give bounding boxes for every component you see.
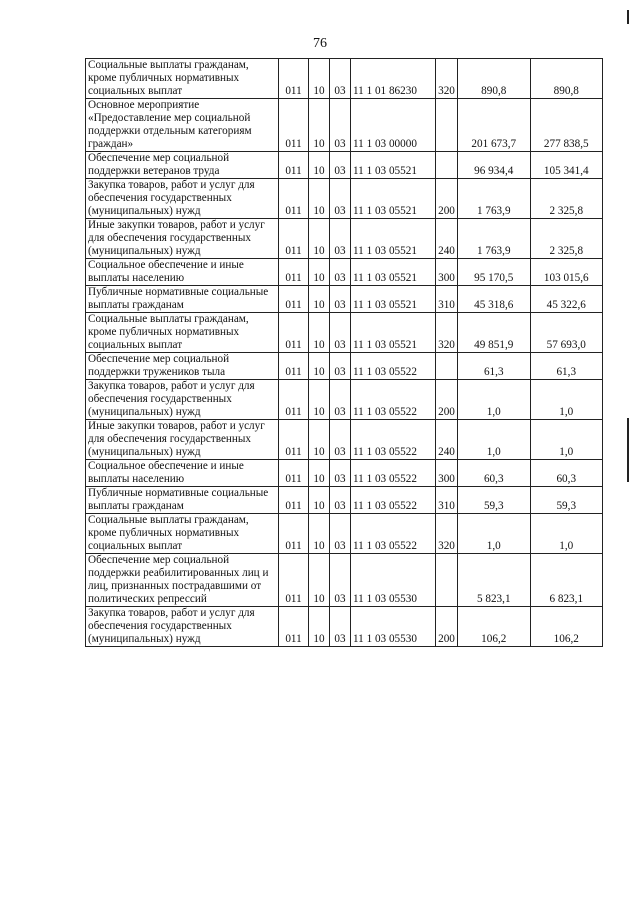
target-article-cell: 11 1 03 05522	[351, 514, 436, 554]
amount-year2-cell: 105 341,4	[530, 152, 603, 179]
admin-code-cell: 011	[279, 286, 309, 313]
admin-code-cell: 011	[279, 313, 309, 353]
amount-year2-cell: 1,0	[530, 420, 603, 460]
section-code-cell: 10	[309, 460, 330, 487]
subsection-code-cell: 03	[330, 353, 351, 380]
amount-year2-cell: 1,0	[530, 514, 603, 554]
table-row	[86, 514, 603, 554]
admin-code-cell: 011	[279, 420, 309, 460]
target-article-cell: 11 1 03 05521	[351, 286, 436, 313]
amount-year2-cell: 2 325,8	[530, 179, 603, 219]
table-row	[86, 554, 603, 607]
subsection-code-cell: 03	[330, 219, 351, 259]
target-article-cell: 11 1 03 00000	[351, 99, 436, 152]
expense-type-cell	[436, 99, 458, 152]
row-name-cell: Обеспечение мер социальной поддержки реабилитированных лиц и лиц, признанных пострадавшими от политических репрессий	[86, 554, 279, 607]
target-article-cell: 11 1 03 05521	[351, 259, 436, 286]
section-code-cell: 10	[309, 487, 330, 514]
expense-type-cell	[436, 353, 458, 380]
table-row	[86, 380, 603, 420]
row-name-cell: Социальное обеспечение и иные выплаты населению	[86, 460, 279, 487]
section-code-cell: 10	[309, 420, 330, 460]
target-article-cell: 11 1 03 05522	[351, 353, 436, 380]
expense-type-cell: 310	[436, 487, 458, 514]
amount-year2-cell: 60,3	[530, 460, 603, 487]
amount-year2-cell: 2 325,8	[530, 219, 603, 259]
admin-code-cell: 011	[279, 59, 309, 99]
page-number: 76	[313, 36, 327, 51]
table-row	[86, 420, 603, 460]
admin-code-cell: 011	[279, 607, 309, 647]
budget-table	[85, 58, 603, 647]
subsection-code-cell: 03	[330, 152, 351, 179]
amount-year2-cell: 45 322,6	[530, 286, 603, 313]
expense-type-cell: 200	[436, 179, 458, 219]
table-row	[86, 179, 603, 219]
amount-year1-cell: 106,2	[458, 607, 531, 647]
target-article-cell: 11 1 03 05521	[351, 152, 436, 179]
row-name-cell: Социальные выплаты гражданам, кроме публичных нормативных социальных выплат	[86, 514, 279, 554]
expense-type-cell	[436, 554, 458, 607]
target-article-cell: 11 1 03 05522	[351, 420, 436, 460]
amount-year2-cell: 277 838,5	[530, 99, 603, 152]
table-row	[86, 460, 603, 487]
target-article-cell: 11 1 03 05522	[351, 487, 436, 514]
amount-year1-cell: 1 763,9	[458, 219, 531, 259]
section-code-cell: 10	[309, 152, 330, 179]
table-row	[86, 152, 603, 179]
amount-year1-cell: 1 763,9	[458, 179, 531, 219]
admin-code-cell: 011	[279, 380, 309, 420]
section-code-cell: 10	[309, 313, 330, 353]
section-code-cell: 10	[309, 219, 330, 259]
row-name-cell: Закупка товаров, работ и услуг для обеспечения государственных (муниципальных) нужд	[86, 179, 279, 219]
amount-year1-cell: 59,3	[458, 487, 531, 514]
amount-year1-cell: 45 318,6	[458, 286, 531, 313]
amount-year2-cell: 61,3	[530, 353, 603, 380]
section-code-cell: 10	[309, 286, 330, 313]
expense-type-cell	[436, 152, 458, 179]
row-name-cell: Иные закупки товаров, работ и услуг для обеспечения государственных (муниципальных) нужд	[86, 420, 279, 460]
expense-type-cell: 310	[436, 286, 458, 313]
subsection-code-cell: 03	[330, 380, 351, 420]
amount-year1-cell: 49 851,9	[458, 313, 531, 353]
subsection-code-cell: 03	[330, 259, 351, 286]
row-name-cell: Публичные нормативные социальные выплаты гражданам	[86, 487, 279, 514]
table-row	[86, 313, 603, 353]
subsection-code-cell: 03	[330, 420, 351, 460]
subsection-code-cell: 03	[330, 59, 351, 99]
row-name-cell: Обеспечение мер социальной поддержки ветеранов труда	[86, 152, 279, 179]
row-name-cell: Иные закупки товаров, работ и услуг для обеспечения государственных (муниципальных) нужд	[86, 219, 279, 259]
expense-type-cell: 240	[436, 219, 458, 259]
admin-code-cell: 011	[279, 554, 309, 607]
table-row	[86, 59, 603, 99]
admin-code-cell: 011	[279, 152, 309, 179]
subsection-code-cell: 03	[330, 99, 351, 152]
amount-year1-cell: 60,3	[458, 460, 531, 487]
admin-code-cell: 011	[279, 514, 309, 554]
amount-year1-cell: 1,0	[458, 514, 531, 554]
amount-year2-cell: 103 015,6	[530, 259, 603, 286]
table-row	[86, 286, 603, 313]
amount-year2-cell: 6 823,1	[530, 554, 603, 607]
admin-code-cell: 011	[279, 487, 309, 514]
table-row	[86, 219, 603, 259]
admin-code-cell: 011	[279, 259, 309, 286]
amount-year1-cell: 1,0	[458, 380, 531, 420]
amount-year2-cell: 59,3	[530, 487, 603, 514]
target-article-cell: 11 1 01 86230	[351, 59, 436, 99]
expense-type-cell: 320	[436, 59, 458, 99]
admin-code-cell: 011	[279, 179, 309, 219]
section-code-cell: 10	[309, 554, 330, 607]
amount-year2-cell: 1,0	[530, 380, 603, 420]
table-row	[86, 487, 603, 514]
subsection-code-cell: 03	[330, 554, 351, 607]
target-article-cell: 11 1 03 05522	[351, 460, 436, 487]
row-name-cell: Социальное обеспечение и иные выплаты населению	[86, 259, 279, 286]
subsection-code-cell: 03	[330, 514, 351, 554]
section-code-cell: 10	[309, 353, 330, 380]
table-row	[86, 607, 603, 647]
target-article-cell: 11 1 03 05521	[351, 219, 436, 259]
amount-year2-cell: 57 693,0	[530, 313, 603, 353]
admin-code-cell: 011	[279, 460, 309, 487]
subsection-code-cell: 03	[330, 179, 351, 219]
admin-code-cell: 011	[279, 353, 309, 380]
row-name-cell: Закупка товаров, работ и услуг для обеспечения государственных (муниципальных) нужд	[86, 607, 279, 647]
subsection-code-cell: 03	[330, 460, 351, 487]
amount-year1-cell: 201 673,7	[458, 99, 531, 152]
section-code-cell: 10	[309, 607, 330, 647]
row-name-cell: Обеспечение мер социальной поддержки тружеников тыла	[86, 353, 279, 380]
section-code-cell: 10	[309, 380, 330, 420]
amount-year1-cell: 61,3	[458, 353, 531, 380]
section-code-cell: 10	[309, 59, 330, 99]
admin-code-cell: 011	[279, 99, 309, 152]
table-row	[86, 259, 603, 286]
target-article-cell: 11 1 03 05521	[351, 179, 436, 219]
amount-year1-cell: 96 934,4	[458, 152, 531, 179]
section-code-cell: 10	[309, 99, 330, 152]
expense-type-cell: 240	[436, 420, 458, 460]
subsection-code-cell: 03	[330, 286, 351, 313]
expense-type-cell: 320	[436, 313, 458, 353]
amount-year1-cell: 95 170,5	[458, 259, 531, 286]
expense-type-cell: 300	[436, 259, 458, 286]
expense-type-cell: 200	[436, 380, 458, 420]
amount-year1-cell: 890,8	[458, 59, 531, 99]
section-code-cell: 10	[309, 514, 330, 554]
subsection-code-cell: 03	[330, 607, 351, 647]
row-name-cell: Социальные выплаты гражданам, кроме публичных нормативных социальных выплат	[86, 59, 279, 99]
amount-year2-cell: 106,2	[530, 607, 603, 647]
amount-year2-cell: 890,8	[530, 59, 603, 99]
target-article-cell: 11 1 03 05522	[351, 380, 436, 420]
scan-edge-mark	[627, 0, 629, 905]
section-code-cell: 10	[309, 259, 330, 286]
row-name-cell: Основное мероприятие «Предоставление мер социальной поддержки отдельным категориям граждан»	[86, 99, 279, 152]
expense-type-cell: 200	[436, 607, 458, 647]
subsection-code-cell: 03	[330, 487, 351, 514]
amount-year1-cell: 1,0	[458, 420, 531, 460]
target-article-cell: 11 1 03 05521	[351, 313, 436, 353]
table-row	[86, 353, 603, 380]
budget-table-body	[86, 59, 603, 647]
subsection-code-cell: 03	[330, 313, 351, 353]
row-name-cell: Публичные нормативные социальные выплаты гражданам	[86, 286, 279, 313]
expense-type-cell: 320	[436, 514, 458, 554]
target-article-cell: 11 1 03 05530	[351, 554, 436, 607]
target-article-cell: 11 1 03 05530	[351, 607, 436, 647]
row-name-cell: Закупка товаров, работ и услуг для обеспечения государственных (муниципальных) нужд	[86, 380, 279, 420]
section-code-cell: 10	[309, 179, 330, 219]
table-row	[86, 99, 603, 152]
row-name-cell: Социальные выплаты гражданам, кроме публичных нормативных социальных выплат	[86, 313, 279, 353]
expense-type-cell: 300	[436, 460, 458, 487]
admin-code-cell: 011	[279, 219, 309, 259]
amount-year1-cell: 5 823,1	[458, 554, 531, 607]
